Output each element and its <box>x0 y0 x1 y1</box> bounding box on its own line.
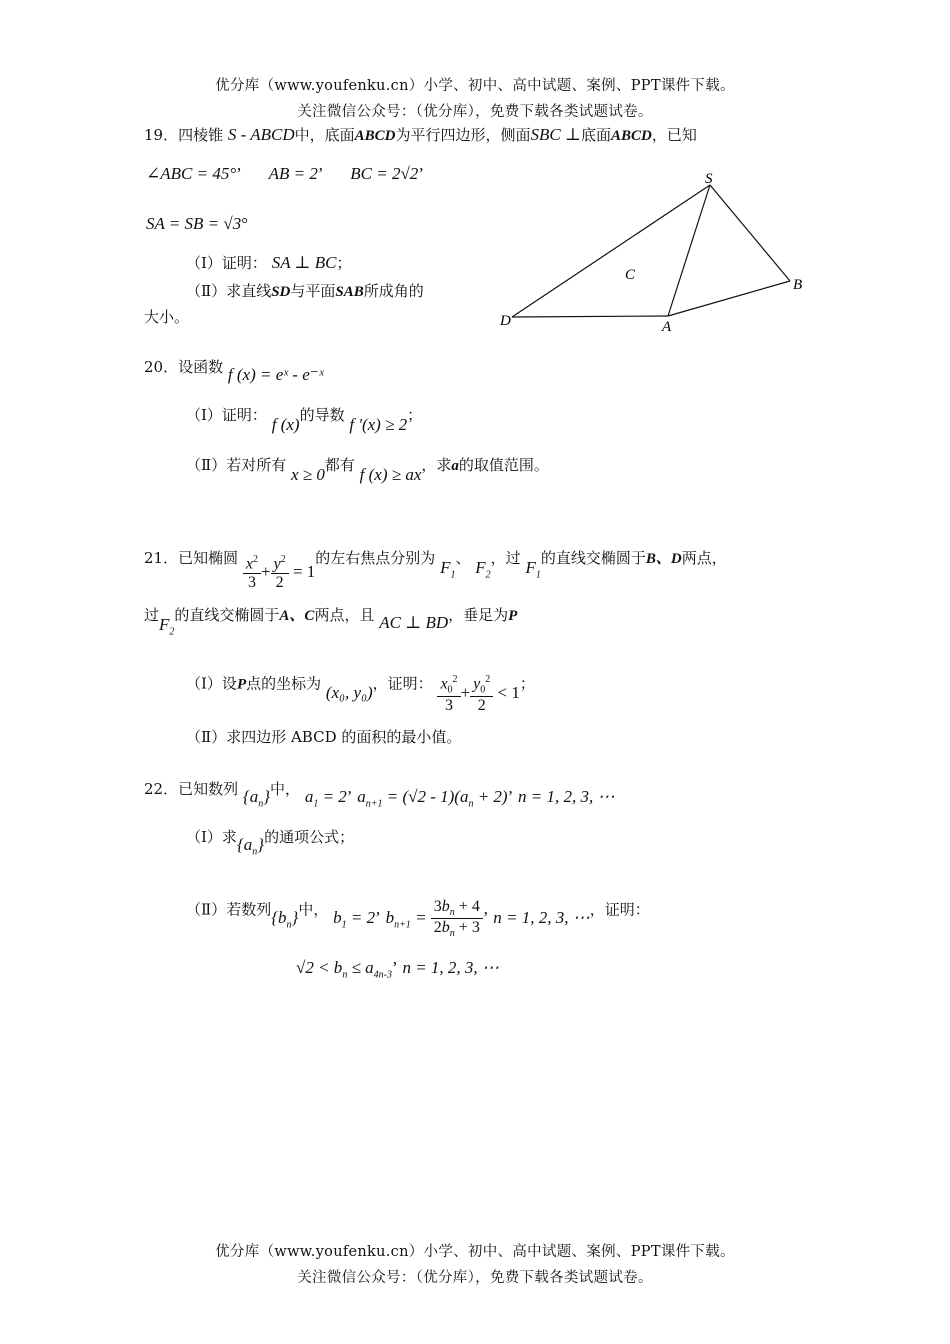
q19-base: ABCD <box>611 128 652 144</box>
q21-perp: AC ⊥ BD <box>379 613 449 632</box>
q22-p2-text: ，证明： <box>589 900 650 919</box>
q19-base: ABCD <box>354 128 396 144</box>
q21-p1-label: （Ⅰ）设 <box>186 674 237 693</box>
header-line-2: 关注微信公众号：（优分库），免费下载各类试题试卷。 <box>297 104 653 120</box>
q21-p1-end: ； <box>519 674 535 693</box>
q20-p1-end: ； <box>407 406 423 424</box>
q20-x-nonneg: x ≥ 0 <box>290 465 325 484</box>
q21-x0-term: $\frac{x_0^2}{3}$ <box>437 674 460 715</box>
q19-perp: SBC ⊥ <box>530 125 581 144</box>
q21-p1-p: P <box>236 676 247 693</box>
label-a: A <box>662 319 672 335</box>
q20-function: f (x) = eˣ - e⁻ˣ <box>227 365 324 384</box>
edge-da <box>512 316 668 317</box>
q20-a: a <box>451 458 459 474</box>
label-d: D <box>500 313 511 329</box>
q19-line-1 <box>144 124 697 145</box>
q19-sa-sb: SA = SB = √3° <box>146 214 249 233</box>
q20-line-1 <box>144 356 324 384</box>
header-line-1: 优分库（www.youfenku.cn）小学、初中、高中试题、案例、PPT课件下载。 <box>215 78 735 94</box>
ellipse-x-term: $\frac{x^2}{3}$ <box>243 554 261 592</box>
q19-part-2 <box>186 280 424 301</box>
q21-line-1: 21．已知椭圆 $\frac{x^2}{3}$ + $\frac{y^2}{2}$ = 1的左右焦点分别为 $F_1$、 $F_2$，过 $F_1$的直线交椭圆于B、D两点， <box>144 549 727 592</box>
q19-number: 19． <box>144 126 179 144</box>
q21-text: 两点， <box>681 549 727 568</box>
q21-y0-term: $\frac{y_0^2}{2}$ <box>470 674 493 715</box>
q22-n-range: n = 1, 2, 3, ⋯ <box>518 787 615 806</box>
q22-part-1: （Ⅰ）求$\{a_n\}$的通项公式； <box>186 828 355 858</box>
q19-text: 中，底面 <box>294 126 355 144</box>
q19-part-1 <box>186 252 352 273</box>
label-b: B <box>793 277 803 293</box>
q19-p1-end: ； <box>336 254 352 272</box>
q19-pyramid: S - ABCD <box>227 125 295 144</box>
q19-p1-label: （Ⅰ）证明： <box>186 254 267 272</box>
q21-text: 的直线交椭圆于 <box>174 606 280 624</box>
q19-text: ，已知 <box>651 126 697 144</box>
q19-ab: AB = 2 <box>268 164 318 183</box>
q22-n-range: n = 1, 2, 3, ⋯ <box>493 907 590 927</box>
q21-p1-text: 点的坐标为 <box>246 674 322 693</box>
q19-part-2-cont: 大小。 <box>144 308 190 326</box>
q21-number: 21． <box>144 549 179 568</box>
edge-sb <box>710 185 790 281</box>
q20-p2-label: （Ⅱ）若对所有 <box>186 456 287 474</box>
label-s: S <box>705 171 713 187</box>
q21-text: 两点，且 <box>314 606 375 624</box>
q19-p1-math: SA ⊥ BC <box>271 253 337 272</box>
q19-sa: SA = SB = √3 <box>146 214 242 233</box>
q22-line-1: 22．已知数列 $\{a_n\}$中， $a_1 = 2$’ $a_{n+1} = (√2 - 1)(a_n + 2)$’ n = 1, 2, 3, ⋯ <box>144 780 615 810</box>
edge-sa <box>668 185 710 316</box>
q21-text: 、 <box>455 549 471 568</box>
q21-line-2: 过$F_2$的直线交椭圆于A、C两点，且 AC ⊥ BD，垂足为P <box>144 606 518 638</box>
q19-p2-text: 所成角的 <box>363 282 424 300</box>
q21-bd: B、D <box>645 551 682 568</box>
q21-text: ，过 <box>490 549 521 568</box>
q21-p: P <box>508 608 518 624</box>
q19-conditions: ∠ABC = 45°’ AB = 2’ BC = 2√2’ <box>146 164 424 183</box>
ellipse-y-term: $\frac{y^2}{2}$ <box>271 554 289 592</box>
q21-text: 的直线交椭圆于 <box>540 549 646 568</box>
q20-fx: f (x) <box>271 415 300 434</box>
q22-p2-label: （Ⅱ）若数列 <box>186 900 272 919</box>
q20-number: 20． <box>144 358 179 376</box>
q20-part-1 <box>186 404 423 434</box>
q22-p1-text: 的通项公式； <box>264 828 355 846</box>
q20-p1-label: （Ⅰ）证明： <box>186 406 267 424</box>
q22-number: 22． <box>144 780 179 798</box>
q19-text: 四棱锥 <box>178 126 224 144</box>
q22-text: 已知数列 <box>178 780 239 798</box>
q21-text: 的左右焦点分别为 <box>315 549 436 568</box>
q20-p1-text: 的导数 <box>299 406 345 424</box>
label-c: C <box>625 267 636 283</box>
q19-bc: BC = 2√2 <box>350 164 419 183</box>
edge-sd <box>512 185 710 317</box>
q21-text: 已知椭圆 <box>178 549 239 568</box>
q22-text: 中， <box>270 780 301 798</box>
q19-text: 为平行四边形，侧面 <box>395 126 531 144</box>
q20-p2-text: ，求 <box>421 456 452 474</box>
q20-text: 设函数 <box>178 358 224 376</box>
q22-inequality: $√2 < b_n \le a_{4n-3}$’ n = 1, 2, 3, ⋯ <box>296 958 499 981</box>
footer-line-2: 关注微信公众号：（优分库），免费下载各类试题试卷。 <box>297 1270 653 1286</box>
q21-ac: A、C <box>279 608 315 624</box>
q21-text: 过 <box>144 606 160 624</box>
q20-inequality: f (x) ≥ ax <box>359 465 422 484</box>
q21-text: ，垂足为 <box>448 606 509 624</box>
q22-n-range: n = 1, 2, 3, ⋯ <box>402 958 499 977</box>
q22-p1-label: （Ⅰ）求 <box>186 828 237 846</box>
q20-p2-text: 的取值范围。 <box>458 456 549 474</box>
q19-p2-text: （Ⅱ）求直线 <box>186 282 272 300</box>
pyramid-figure <box>490 165 820 340</box>
q19-sab: SAB <box>335 284 364 300</box>
q19-text: 底面 <box>581 126 612 144</box>
q20-derivative: f '(x) ≥ 2 <box>349 415 408 434</box>
q22-b-recurrence: $\frac{3b_n + 4}{2b_n + 3}$ <box>431 898 483 939</box>
q22-p2-text: 中， <box>298 900 329 919</box>
q21-part-2: （Ⅱ）求四边形 ABCD 的面积的最小值。 <box>186 728 462 746</box>
q22-part-2: （Ⅱ）若数列$\{b_n\}$中， $b_1 = 2$’ $b_{n+1}$ = $\frac{3b_n + 4}{2b_n + 3}$ ’ n = 1, 2, 3, ⋯，证明： <box>186 898 650 940</box>
q19-sd: SD <box>271 284 291 300</box>
q20-p2-text: 都有 <box>324 456 355 474</box>
q19-p2-text: 与平面 <box>290 282 336 300</box>
q21-p1-text: ，证明： <box>372 674 433 693</box>
edge-ab <box>668 281 790 316</box>
footer-line-1: 优分库（www.youfenku.cn）小学、初中、高中试题、案例、PPT课件下载。 <box>215 1244 735 1260</box>
q20-part-2 <box>186 454 549 484</box>
q21-part-1: （Ⅰ）设P点的坐标为 (x₀, y₀)，证明： $\frac{x_0^2}{3}$ + $\frac{y_0^2}{2}$ < 1； <box>186 674 535 714</box>
q21-point: (x₀, y₀) <box>325 683 373 703</box>
q19-angle: ∠ABC = 45° <box>146 164 237 183</box>
